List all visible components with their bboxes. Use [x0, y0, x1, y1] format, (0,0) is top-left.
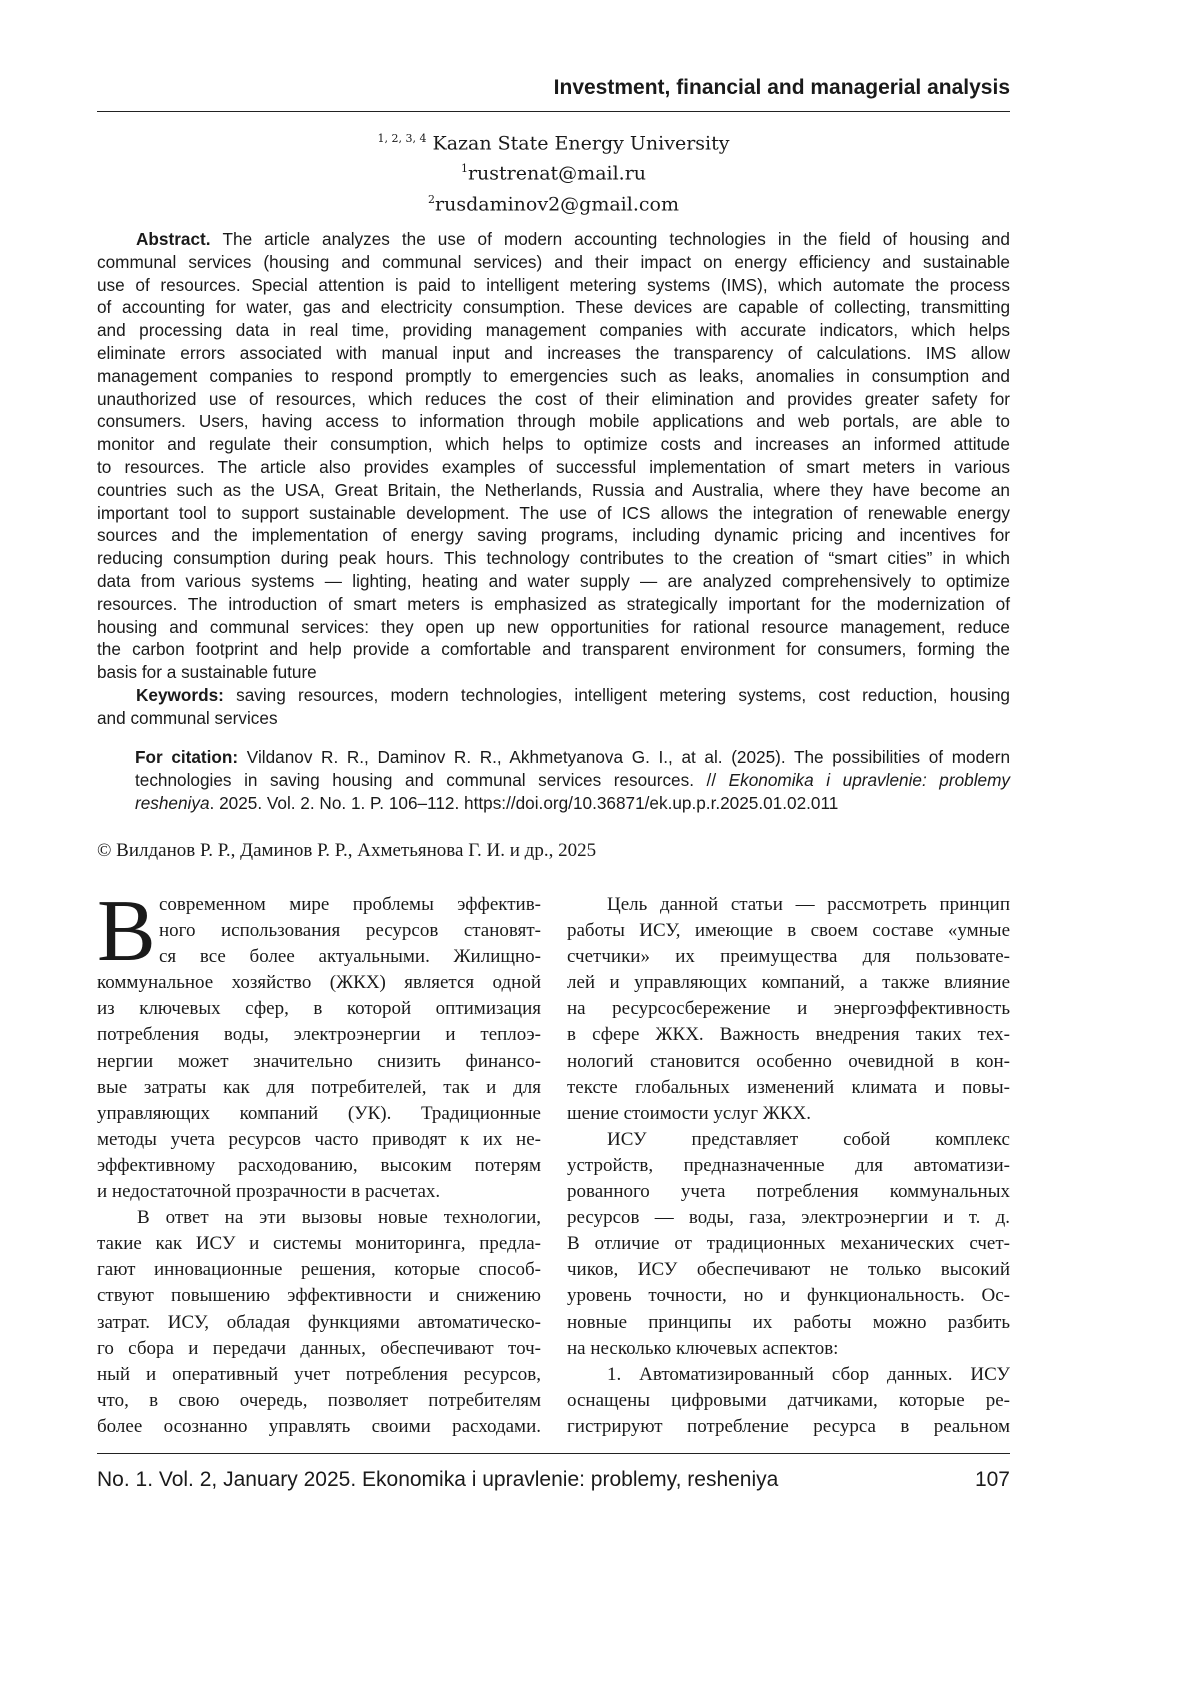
text: housing and communal services: they open up new opportunities for rational resource management, reduce	[97, 617, 1010, 637]
text: sources and the implementation of energy saving programs, including dynamic pricing and incentives for	[97, 525, 1010, 545]
paragraph-line: нологий становится особенно очевидной в кон-	[567, 1049, 1010, 1075]
text: countries such as the USA, Great Britain, the Netherlands, Russia and Australia, where they have become an	[97, 480, 1010, 500]
paragraph-line: новные принципы их работы можно разбить	[567, 1310, 1010, 1336]
text: saving resources, modern technologies, intelligent metering systems, cost reduction, housing	[236, 685, 1010, 705]
keywords-line	[97, 707, 1010, 730]
paragraph-line: ный и оперативный учет потребления ресурсов,	[97, 1362, 541, 1388]
paragraph-line: что, в свою очередь, позволяет потребителям	[97, 1388, 541, 1414]
affiliation	[97, 126, 1010, 217]
paragraph-line: уровень точности, но и функциональность. Ос-	[567, 1283, 1010, 1309]
abstract-line	[97, 524, 1010, 547]
abstract-line	[97, 570, 1010, 593]
citation-line	[135, 746, 1010, 769]
abstract-line	[97, 616, 1010, 639]
text: basis for a sustainable future	[97, 662, 317, 682]
keywords-line	[97, 684, 1010, 707]
header-rule	[97, 111, 1010, 112]
abstract-line	[97, 479, 1010, 502]
abstract-line	[97, 388, 1010, 411]
footer	[97, 1468, 1010, 1492]
abstract-line	[97, 638, 1010, 661]
abstract-line	[97, 365, 1010, 388]
text: of accounting for water, gas and electricity consumption. These devices are capable of collecting, transmitting	[97, 297, 1010, 317]
text: and communal services	[97, 708, 278, 728]
paragraph-line: рованного учета потребления коммунальных	[567, 1179, 1010, 1205]
paragraph-line: ствуют повышению эффективности и снижению	[97, 1283, 541, 1309]
paragraph-line: ресурсов — воды, газа, электроэнергии и т. д.	[567, 1205, 1010, 1231]
paragraph-line: Цель данной статьи — рассмотреть принцип	[567, 892, 1010, 918]
text: unauthorized use of resources, which reduces the cost of their elimination and provides greater safety for	[97, 389, 1010, 409]
paragraph-line: лей и управляющих компаний, а также влияние	[567, 970, 1010, 996]
abstract-line	[97, 228, 1010, 251]
email-1[interactable]: rustrenat@mail.ru	[468, 163, 646, 185]
abstract-line	[97, 319, 1010, 342]
affiliation-superscript: 1, 2, 3, 4	[377, 132, 426, 145]
text: . 2025. Vol. 2. No. 1. P. 106–112. https://doi.org/10.36871/ek.up.p.r.2025.01.02.011	[210, 793, 839, 813]
citation-line	[135, 792, 1010, 815]
citation-line	[135, 769, 1010, 792]
paragraph-line: счетчики» их преимущества для пользовате-	[567, 944, 1010, 970]
paragraph-line: управляющих компаний (УК). Традиционные	[97, 1101, 541, 1127]
paragraph-line: гают инновационные решения, которые способ-	[97, 1257, 541, 1283]
page-number: 107	[975, 1468, 1010, 1492]
citation	[135, 746, 1010, 814]
text: Ekonomika i upravlenie: problemy	[729, 770, 1010, 790]
abstract-line	[97, 433, 1010, 456]
keywords	[97, 684, 1010, 730]
paragraph-line: коммунальное хозяйство (ЖКХ) является одной	[97, 970, 541, 996]
paragraph-line: вые затраты как для потребителей, так и для	[97, 1075, 541, 1101]
text: The article analyzes the use of modern accounting technologies in the field of housing and	[223, 229, 1010, 249]
abstract-line	[97, 456, 1010, 479]
paragraph-line: и недостаточной прозрачности в расчетах.	[97, 1179, 541, 1205]
paragraph-line: ся все более актуальными. Жилищно-	[97, 944, 541, 970]
text: communal services (housing and communal services) and their impact on energy efficiency and sustainable	[97, 252, 1010, 272]
email-superscript: 1	[461, 162, 468, 175]
right-column	[567, 892, 1010, 1440]
abstract-line	[97, 502, 1010, 525]
paragraph-line: потребления воды, электроэнергии и теплоэ-	[97, 1022, 541, 1048]
text: and processing data in real time, providing management companies with accurate indicators, which helps	[97, 320, 1010, 340]
university: Kazan State Energy University	[433, 132, 730, 154]
paragraph-line: чиков, ИСУ обеспечивают не только высокий	[567, 1257, 1010, 1283]
text: management companies to respond promptly to emergencies such as leaks, anomalies in consumption and	[97, 366, 1010, 386]
journal-info: No. 1. Vol. 2, January 2025. Ekonomika i upravlenie: problemy, resheniya	[97, 1468, 778, 1492]
text: consumers. Users, having access to information through mobile applications and web portals, are able to	[97, 411, 1010, 431]
text: resources. The introduction of smart meters is emphasized as strategically important for the modernization of	[97, 594, 1010, 614]
footer-rule	[97, 1453, 1010, 1454]
paragraph-line: го сбора и передачи данных, обеспечивают точ-	[97, 1336, 541, 1362]
paragraph-line: на ресурсосбережение и энергоэффективность	[567, 996, 1010, 1022]
paragraph-line: ного использования ресурсов становят-	[97, 918, 541, 944]
paragraph-line: гистрируют потребление ресурса в реальном	[567, 1414, 1010, 1440]
text: technologies in saving housing and communal services resources. //	[135, 770, 729, 790]
text: use of resources. Special attention is paid to intelligent metering systems (IMS), which automate the process	[97, 275, 1010, 295]
abstract-line	[97, 661, 1010, 684]
paragraph-line: В ответ на эти вызовы новые технологии,	[97, 1205, 541, 1231]
label: For citation:	[135, 747, 247, 767]
paragraph-line: такие как ИСУ и системы мониторинга, предла-	[97, 1231, 541, 1257]
paragraph-line: эффективному расходованию, высоким потерям	[97, 1153, 541, 1179]
paragraph-line: более осознанно управлять своими расходами.	[97, 1414, 541, 1440]
copyright: © Вилданов Р. Р., Даминов Р. Р., Ахметьянова Г. И. и др., 2025	[97, 838, 596, 864]
section-title: Investment, financial and managerial analysis	[97, 76, 1010, 100]
paragraph-line: затрат. ИСУ, обладая функциями автоматическо-	[97, 1310, 541, 1336]
label: Keywords:	[136, 685, 236, 705]
label: Abstract.	[136, 229, 223, 249]
text: eliminate errors associated with manual input and increases the transparency of calculations. IMS allow	[97, 343, 1010, 363]
paragraph-line: современном мире проблемы эффектив-	[97, 892, 541, 918]
abstract-line	[97, 593, 1010, 616]
text: the carbon footprint and help provide a comfortable and transparent environment for consumers, forming the	[97, 639, 1010, 659]
paragraph-line: на несколько ключевых аспектов:	[567, 1336, 1010, 1362]
abstract	[97, 228, 1010, 684]
text: to resources. The article also provides examples of successful implementation of smart meters in various	[97, 457, 1010, 477]
abstract-line	[97, 547, 1010, 570]
paragraph-line: 1. Автоматизированный сбор данных. ИСУ	[567, 1362, 1010, 1388]
abstract-line	[97, 296, 1010, 319]
abstract-line	[97, 251, 1010, 274]
paragraph-line: устройств, предназначенные для автоматизи-	[567, 1153, 1010, 1179]
paragraph-line: оснащены цифровыми датчиками, которые ре-	[567, 1388, 1010, 1414]
paragraph-line: работы ИСУ, имеющие в своем составе «умные	[567, 918, 1010, 944]
text: resheniya	[135, 793, 210, 813]
text: data from various systems — lighting, heating and water supply — are analyzed comprehensively to optimize	[97, 571, 1010, 591]
paragraph-line: ИСУ представляет собой комплекс	[567, 1127, 1010, 1153]
drop-cap: В	[97, 888, 156, 976]
paragraph-line: нергии может значительно снизить финансо-	[97, 1049, 541, 1075]
text: monitor and regulate their consumption, which helps to optimize costs and increases an informed attitude	[97, 434, 1010, 454]
email-superscript: 2	[428, 193, 435, 206]
text: reducing consumption during peak hours. This technology contributes to the creation of “smart cities” in which	[97, 548, 1010, 568]
paragraph-line: тексте глобальных изменений климата и повы-	[567, 1075, 1010, 1101]
left-column	[97, 892, 541, 1440]
paragraph-line: В отличие от традиционных механических счет-	[567, 1231, 1010, 1257]
paragraph-line: в сфере ЖКХ. Важность внедрения таких тех-	[567, 1022, 1010, 1048]
paragraph-line: из ключевых сфер, в которой оптимизация	[97, 996, 541, 1022]
abstract-line	[97, 274, 1010, 297]
text: Vildanov R. R., Daminov R. R., Akhmetyanova G. I., at al. (2025). The possibilities of modern	[247, 747, 1010, 767]
paragraph-line: шение стоимости услуг ЖКХ.	[567, 1101, 1010, 1127]
text: important tool to support sustainable development. The use of ICS allows the integration of renewable energy	[97, 503, 1010, 523]
abstract-line	[97, 342, 1010, 365]
email-2[interactable]: rusdaminov2@gmail.com	[435, 193, 679, 215]
abstract-line	[97, 410, 1010, 433]
paragraph-line: методы учета ресурсов часто приводят к их не-	[97, 1127, 541, 1153]
